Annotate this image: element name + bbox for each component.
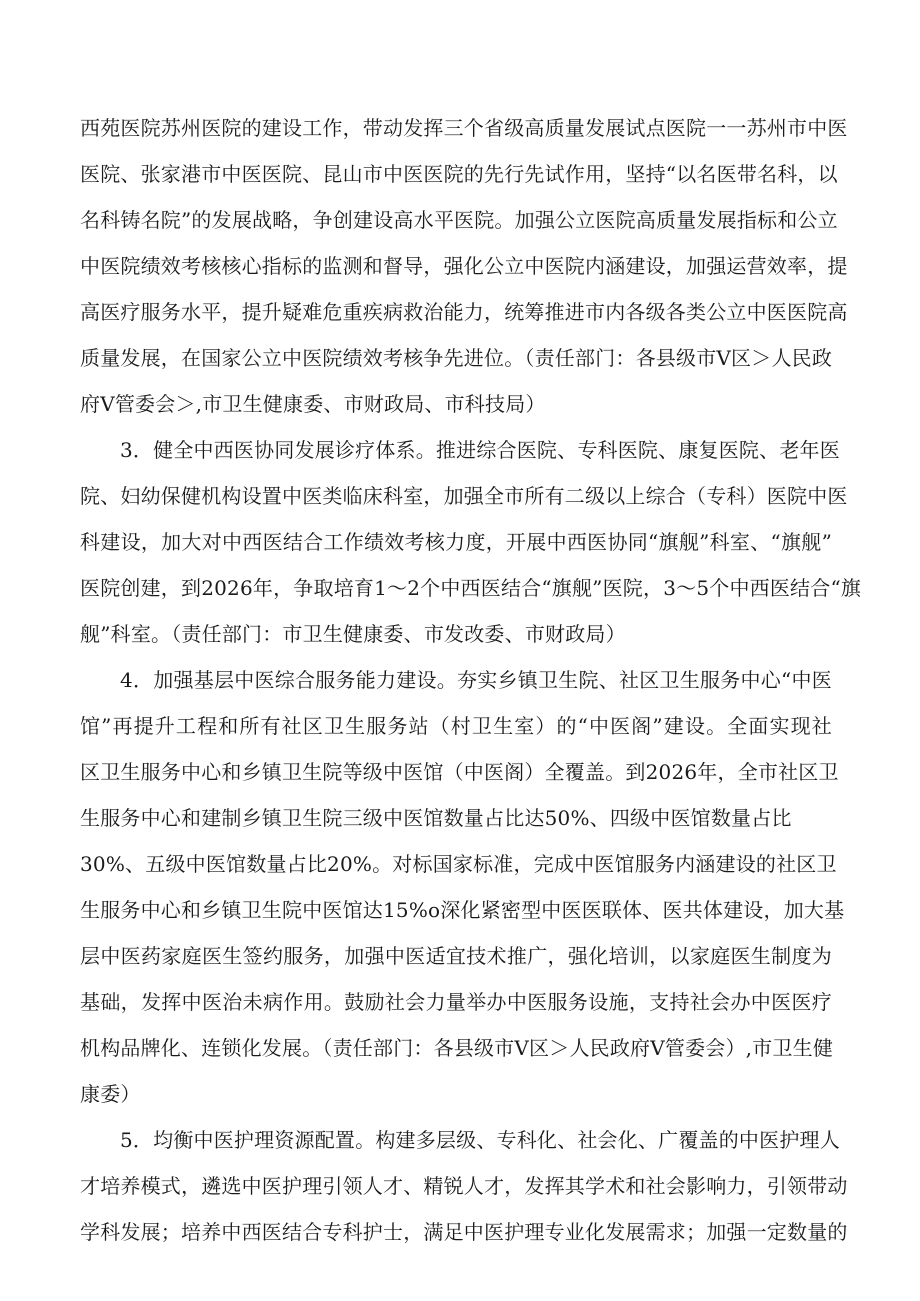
paragraph-4 bbox=[80, 657, 845, 1117]
text-line: 中医院绩效考核核心指标的监测和督导，强化公立中医院内涵建设，加强运营效率，提 bbox=[80, 254, 848, 278]
text-line: 院、妇幼保健机构设置中医类临床科室，加强全市所有二级以上综合（专科）医院中医 bbox=[80, 484, 848, 508]
paragraph-2-continued bbox=[80, 105, 848, 427]
text-line: 科建设，加大对中西医结合工作绩效考核力度，开展中西医协同“旗舰”科室、“旗舰” bbox=[80, 530, 832, 554]
text-line: 馆”再提升工程和所有社区卫生服务站（村卫生室）的“中医阁”建设。全面实现社 bbox=[80, 714, 832, 738]
document-body bbox=[80, 105, 862, 1255]
text-line: 高医疗服务水平，提升疑难危重疾病救治能力，统筹推进市内各级各类公立中医医院高 bbox=[80, 300, 848, 324]
text-line: 舰”科室。（责任部门：市卫生健康委、市发改委、市财政局） bbox=[80, 622, 626, 646]
text-line: 康委） bbox=[80, 1082, 141, 1106]
text-line: 名科铸名院”的发展战略，争创建设高水平医院。加强公立医院高质量发展指标和公立 bbox=[80, 208, 838, 232]
text-line: 3．健全中西医协同发展诊疗体系。推进综合医院、专科医院、康复医院、老年医 bbox=[120, 438, 840, 462]
text-line: 生服务中心和乡镇卫生院中医馆达15%o深化紧密型中医医联体、医共体建设，加大基 bbox=[80, 898, 845, 922]
text-line: 层中医药家庭医生签约服务，加强中医适宜技术推广，强化培训，以家庭医生制度为 bbox=[80, 944, 832, 968]
text-line: 机构品牌化、连锁化发展。（责任部门：各县级市V区＞人民政府V管委会）,市卫生健 bbox=[80, 1036, 834, 1060]
paragraph-3 bbox=[80, 427, 862, 657]
text-line: 4．加强基层中医综合服务能力建设。夯实乡镇卫生院、社区卫生服务中心“中医 bbox=[120, 668, 832, 692]
text-line: 质量发展，在国家公立中医院绩效考核争先进位。（责任部门：各县级市V区＞人民政 bbox=[80, 346, 833, 370]
text-line: 区卫生服务中心和乡镇卫生院等级中医馆（中医阁）全覆盖。到2026年，全市社区卫 bbox=[80, 760, 839, 784]
text-line: 30%、五级中医馆数量占比20%。对标国家标准，完成中医馆服务内涵建设的社区卫 bbox=[80, 852, 837, 876]
text-line: 基础，发挥中医治未病作用。鼓励社会力量举办中医服务设施，支持社会办中医医疗 bbox=[80, 990, 832, 1014]
text-line: 府V管委会＞,市卫生健康委、市财政局、市科技局） bbox=[80, 392, 546, 416]
text-line: 医院、张家港市中医医院、昆山市中医医院的先行先试作用，坚持“以名医带名科，以 bbox=[80, 162, 838, 186]
text-line: 学科发展；培养中西医结合专科护士，满足中医护理专业化发展需求；加强一定数量的 bbox=[80, 1220, 848, 1244]
paragraph-5 bbox=[80, 1117, 848, 1255]
text-line: 才培养模式，遴选中医护理引领人才、精锐人才，发挥其学术和社会影响力，引领带动 bbox=[80, 1174, 848, 1198]
text-line: 5．均衡中医护理资源配置。构建多层级、专科化、社会化、广覆盖的中医护理人 bbox=[120, 1128, 840, 1152]
text-line: 西苑医院苏州医院的建设工作，带动发挥三个省级高质量发展试点医院一一苏州市中医 bbox=[80, 116, 848, 140]
text-line: 生服务中心和建制乡镇卫生院三级中医馆数量占比达50%、四级中医馆数量占比 bbox=[80, 806, 792, 830]
text-line: 医院创建，到2026年，争取培育1～2个中西医结合“旗舰”医院，3～5个中西医结合“旗 bbox=[80, 576, 862, 600]
